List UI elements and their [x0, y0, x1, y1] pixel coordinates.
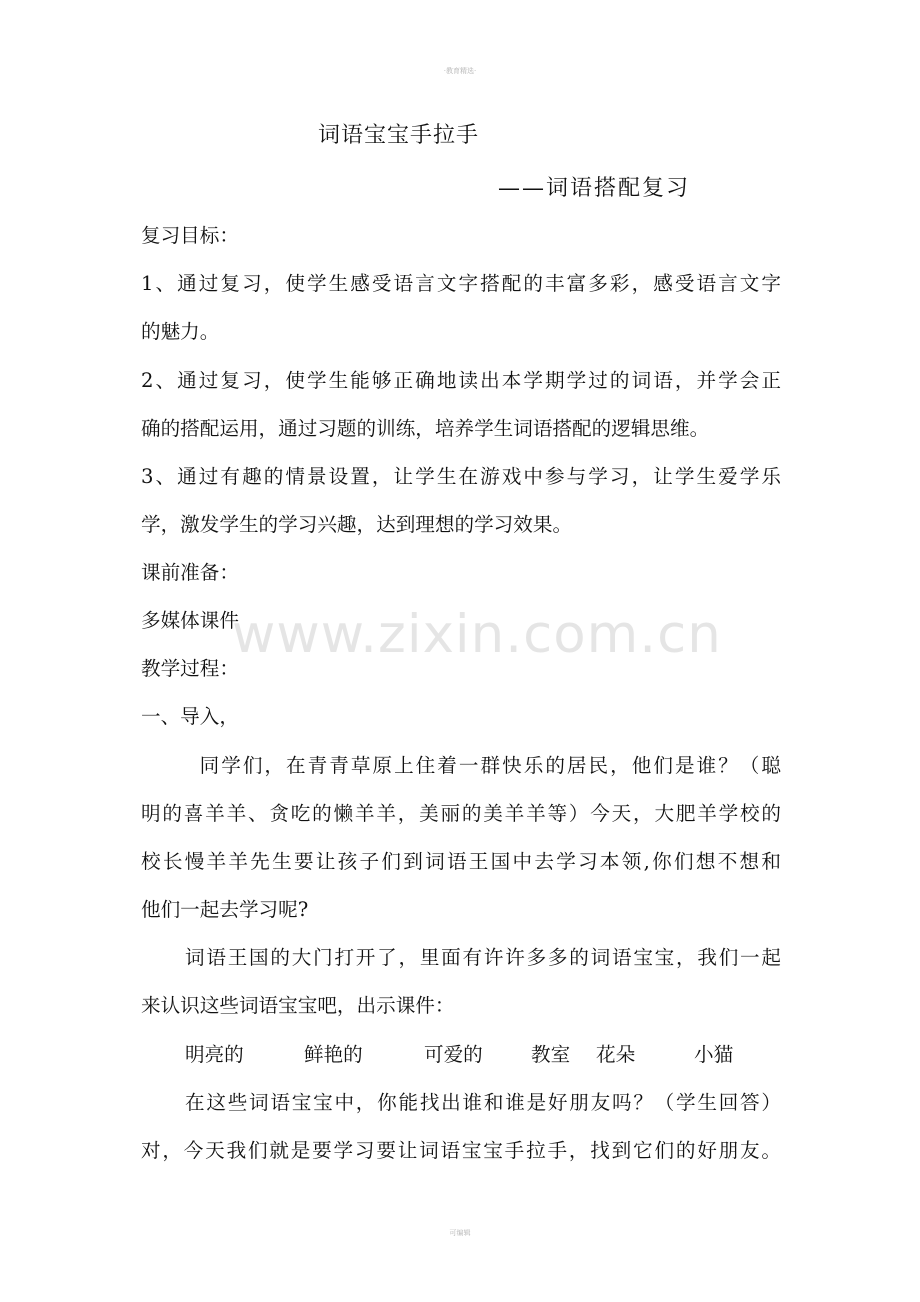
- kingdom-para-line-2: 来认识这些词语宝宝吧，出示课件：: [141, 994, 455, 1017]
- process-heading: 教学过程：: [141, 657, 239, 680]
- goals-heading: 复习目标：: [141, 224, 239, 247]
- goal-2-line-1: 2、通过复习，使学生能够正确地读出本学期学过的词语，并学会正: [141, 369, 781, 392]
- header-mark: ·教育精选·: [443, 67, 477, 75]
- preparation-heading: 课前准备：: [141, 561, 239, 584]
- footer-mark: 可编辑: [449, 1229, 471, 1237]
- section-1-heading: 一、导入，: [141, 705, 239, 728]
- goal-3-line-2: 学，激发学生的学习兴趣，达到理想的学习效果。: [141, 513, 573, 536]
- word-card: 小猫: [694, 1043, 734, 1066]
- word-card: 可爱的: [424, 1043, 483, 1066]
- goal-3-line-1: 3、通过有趣的情景设置，让学生在游戏中参与学习，让学生爱学乐: [141, 465, 781, 488]
- question-para-line-2: 对，今天我们就是要学习要让词语宝宝手拉手，找到它们的好朋友。: [141, 1139, 781, 1162]
- word-card: 鲜艳的: [304, 1043, 363, 1066]
- intro-para-line-3: 校长慢羊羊先生要让孩子们到词语王国中去学习本领,你们想不想和: [141, 850, 781, 873]
- intro-para-line-2: 明的喜羊羊、贪吃的懒羊羊，美丽的美羊羊等）今天，大肥羊学校的: [141, 802, 781, 825]
- word-card: 明亮的: [185, 1043, 244, 1066]
- word-card: 教室: [531, 1043, 571, 1066]
- goal-1-line-1: 1、通过复习，使学生感受语言文字搭配的丰富多彩，感受语言文字: [141, 272, 781, 295]
- document-title: 词语宝宝手拉手: [318, 123, 480, 148]
- intro-para-line-1: 同学们，在青青草原上住着一群快乐的居民，他们是谁？（聪: [178, 754, 781, 777]
- question-para-line-1: 在这些词语宝宝中，你能找出谁和谁是好朋友吗？（学生回答）: [185, 1091, 781, 1114]
- watermark: www.zixin.com.cn: [232, 604, 722, 665]
- intro-para-line-4: 他们一起去学习呢?: [141, 898, 309, 921]
- goal-2-line-2: 确的搭配运用，通过习题的训练，培养学生词语搭配的逻辑思维。: [141, 417, 710, 440]
- goal-1-line-2: 的魅力。: [141, 320, 220, 343]
- kingdom-para-line-1: 词语王国的大门打开了，里面有许许多多的词语宝宝，我们一起: [185, 946, 781, 969]
- word-card: 花朵: [596, 1043, 636, 1066]
- preparation-content: 多媒体课件: [141, 609, 239, 632]
- document-subtitle: ——词语搭配复习: [498, 176, 691, 201]
